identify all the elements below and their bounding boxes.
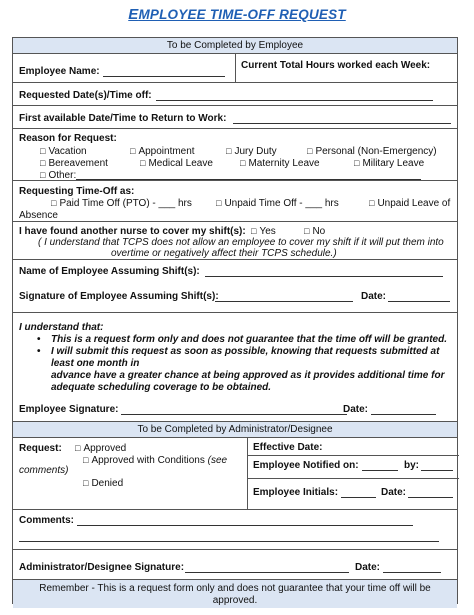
admin-signature-row: Administrator/Designee Signature: Date: <box>13 550 457 580</box>
assuming-signature-field[interactable] <box>215 292 353 302</box>
employee-name-field[interactable] <box>103 67 225 77</box>
footer-reminder: Remember - This is a request form only and does not guarantee that your time off will be approved. <box>13 580 457 608</box>
requested-dates-row: Requested Date(s)/Time off: <box>13 83 457 106</box>
assuming-date-field[interactable] <box>388 292 450 302</box>
admin-section-header: To be Completed by Administrator/Designee <box>13 422 457 438</box>
comments-field-line-1[interactable] <box>77 516 413 526</box>
assuming-shift-row: Name of Employee Assuming Shift(s): Signature of Employee Assuming Shift(s): Date: <box>13 260 457 313</box>
requesting-as-row: Requesting Time-Off as: □ Paid Time Off (PTO) - ___ hrs □ Unpaid Time Off - ___ hrs □ Unpaid Leave of Absence <box>13 181 457 222</box>
reason-bereavement[interactable]: □ Bereavement <box>40 158 108 169</box>
initials-field[interactable] <box>341 488 376 498</box>
found-nurse-row: I have found another nurse to cover my shift(s): □ Yes □ No ( I understand that TCPS does not allow an employee to cover my shift if it will put them into overtime or negatively affect their TCPS schedule.) <box>13 222 457 260</box>
employee-signature-field[interactable] <box>121 405 347 415</box>
reason-maternity-leave[interactable]: □ Maternity Leave <box>240 158 320 169</box>
reason-medical-leave[interactable]: □ Medical Leave <box>140 158 213 169</box>
reason-personal[interactable]: □ Personal (Non-Emergency) <box>307 146 437 157</box>
comments-field-line-2[interactable] <box>19 532 439 542</box>
time-off-form <box>12 37 458 604</box>
unpaid-leave-option[interactable]: □ Unpaid Leave of <box>369 198 451 209</box>
approved-conditions-checkbox[interactable]: □ Approved with Conditions (see <box>83 455 228 466</box>
admin-request-row: Request: □ Approved □ Approved with Conditions (see comments) □ Denied Effective Date: Employee Notified on: by: Employee Initials: Date: <box>13 438 457 510</box>
admin-signature-field[interactable] <box>185 563 349 573</box>
reason-jury-duty[interactable]: □ Jury Duty <box>226 146 277 157</box>
notified-date-field[interactable] <box>362 461 398 471</box>
approved-checkbox[interactable]: □ Approved <box>75 443 127 454</box>
page-title: EMPLOYEE TIME-OFF REQUEST <box>128 6 346 23</box>
reason-military-leave[interactable]: □ Military Leave <box>354 158 425 169</box>
reason-row: Reason for Request: □ Vacation □ Appointment □ Jury Duty □ Personal (Non-Emergency) □ Bereavement □ Medical Leave □ Maternity Leave □ Military Leave □ Other: <box>13 129 457 181</box>
reason-other[interactable]: □ Other: <box>40 170 77 181</box>
admin-date-field[interactable] <box>383 563 441 573</box>
employee-section-header: To be Completed by Employee <box>13 38 457 54</box>
no-checkbox[interactable]: □ No <box>304 226 326 237</box>
pto-option[interactable]: □ Paid Time Off (PTO) - ___ hrs <box>51 198 192 209</box>
first-available-row: First available Date/Time to Return to Work: <box>13 106 457 129</box>
reason-appointment[interactable]: □ Appointment <box>130 146 195 157</box>
employee-name-row: Employee Name: Current Total Hours worked each Week: <box>13 54 457 83</box>
initials-date-field[interactable] <box>408 488 453 498</box>
reason-vacation[interactable]: □ Vacation <box>40 146 87 157</box>
unpaid-time-off-option[interactable]: □ Unpaid Time Off - ___ hrs <box>216 198 339 209</box>
yes-checkbox[interactable]: □ Yes <box>251 226 276 237</box>
employee-date-field[interactable] <box>371 405 436 415</box>
comments-row: Comments: <box>13 510 457 550</box>
notified-by-field[interactable] <box>421 461 453 471</box>
first-available-field[interactable] <box>233 114 451 124</box>
assuming-name-field[interactable] <box>205 267 443 277</box>
reason-other-field[interactable] <box>76 170 421 180</box>
denied-checkbox[interactable]: □ Denied <box>83 478 124 489</box>
understand-row: I understand that: • This is a request form only and does not guarantee that the time off will be granted. • I will submit this request as soon as possible, knowing that requests submitted at least one month in advance have a greater chance at being approved as it provides additional time for adequate scheduling coverage to be obtained. Employee Signature: Date: <box>13 313 457 422</box>
requested-dates-field[interactable] <box>156 91 433 101</box>
